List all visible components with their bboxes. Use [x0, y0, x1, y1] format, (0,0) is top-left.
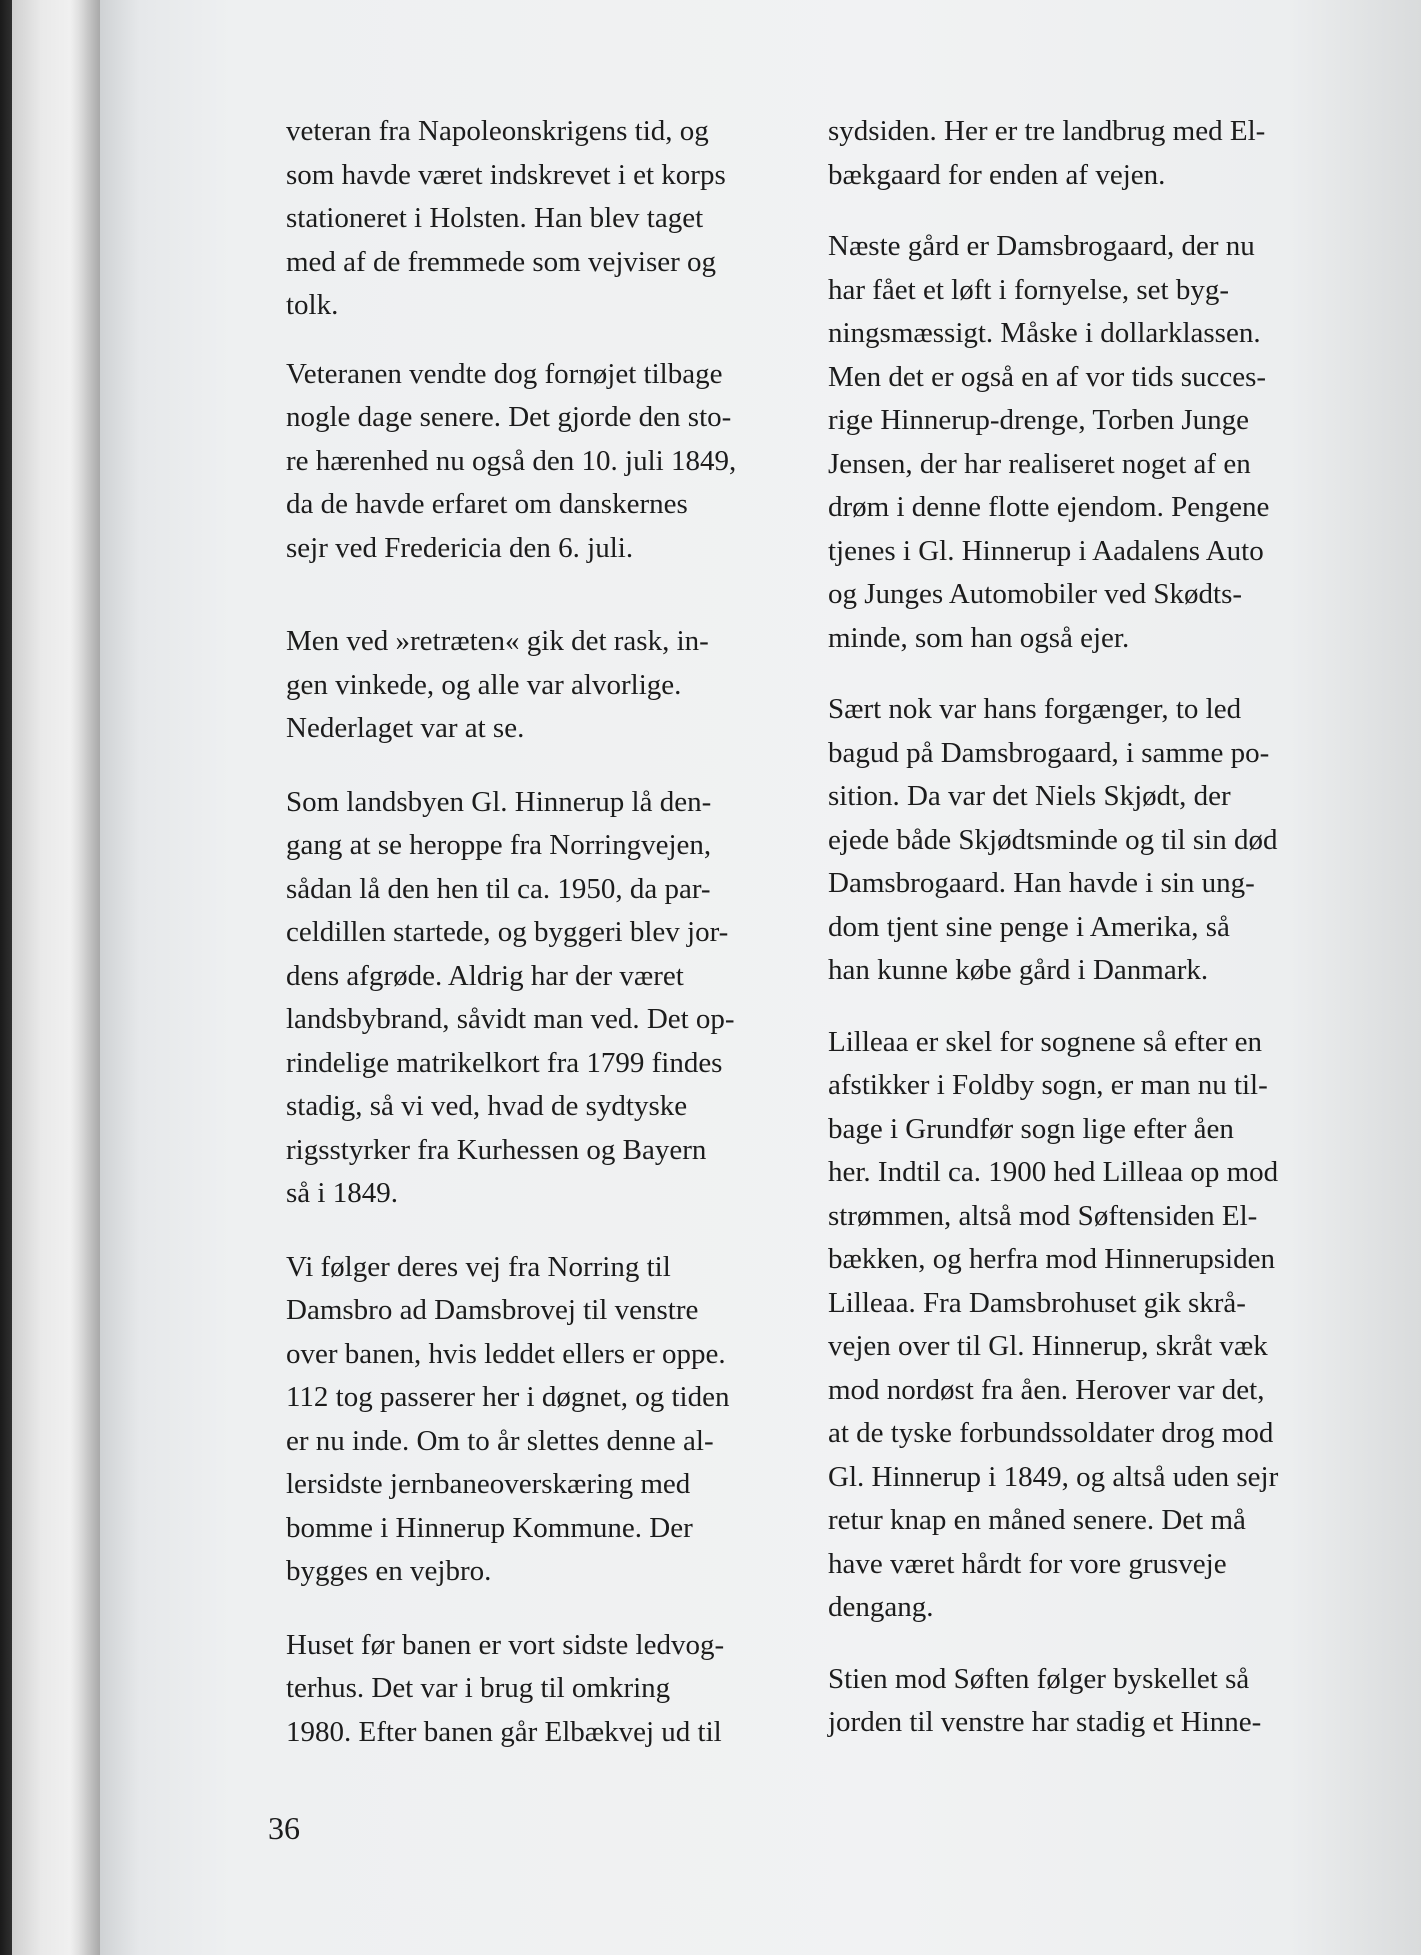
paragraph: Lilleaa er skel for sognene så efter en afstikker i Foldby sogn, er man nu til- bage i Grundfør sogn lige efter åen her. Indtil ca. 1900 hed Lilleaa op mod strømmen, altså mod Søftensiden El- bækken, og herfra mod Hinnerupsiden Lilleaa. Fra Damsbrohuset gik skrå- vejen over til Gl. Hinnerup, skråt væk mod nordøst fra åen. Herover var det, at de tyske forbundssoldater drog mod Gl. Hinnerup i 1849, og altså uden sejr retur knap en måned senere. Det må have været hårdt for vore grusveje dengang.: [828, 1025, 1279, 1623]
paragraph: Som landsbyen Gl. Hinnerup lå den- gang at se heroppe fra Norringvejen, sådan lå den hen til ca. 1950, da par- celdillen startede, og byggeri blev jor- dens afgrøde. Aldrig har der været landsbybrand, såvidt man ved. Det op- rindelige matrikelkort fra 1799 findes stadig, så vi ved, hvad de sydtyske rigsstyrker fra Kurhessen og Bayern så i 1849.: [286, 785, 735, 1209]
left-text-column: [286, 110, 806, 1779]
paragraph: sydsiden. Her er tre landbrug med El- bækgaard for enden af vejen.: [828, 115, 1266, 191]
paragraph: Næste gård er Damsbrogaard, der nu har fået et løft i fornyelse, set byg- ningsmæssigt. Måske i dollarklassen. Men det er også en af vor tids succes- rige Hinnerup-drenge, Torben Junge Jensen, der har realiseret noget af en drøm i denne flotte ejendom. Pengene tjenes i Gl. Hinnerup i Aadalens Auto og Junges Automobiler ved Skødts- minde, som han også ejer.: [828, 230, 1270, 654]
paragraph: Stien mod Søften følger byskellet så jorden til venstre har stadig et Hinne-: [828, 1662, 1262, 1738]
paragraph: veteran fra Napoleonskrigens tid, og som havde været indskrevet i et korps stationeret i Holsten. Han blev taget med af de fremmede som vejviser og tolk.: [286, 115, 726, 321]
page-number: 36: [268, 1810, 300, 1846]
book-page: [100, 0, 1421, 1955]
page-shadow: [70, 0, 100, 1955]
paragraph: Sært nok var hans forgænger, to led bagud på Damsbrogaard, i samme po- sition. Da var det Niels Skjødt, der ejede både Skjødtsminde og til sin død Damsbrogaard. Han havde i sin ung- dom tjent sine penge i Amerika, så han kunne købe gård i Danmark.: [828, 693, 1278, 986]
right-text-column: [828, 110, 1421, 1770]
paragraph: Men ved »retræten« gik det rask, in- gen vinkede, og alle var alvorlige. Nederlaget var at se.: [286, 625, 709, 744]
paragraph: Veteranen vendte dog fornøjet tilbage nogle dage senere. Det gjorde den sto- re hærenhed nu også den 10. juli 1849, da de havde erfaret om danskernes sejr ved Fredericia den 6. juli.: [286, 357, 737, 564]
paragraph: Huset før banen er vort sidste ledvog- terhus. Det var i brug til omkring 1980. Efter banen går Elbækvej ud til: [286, 1628, 725, 1748]
paragraph: Vi følger deres vej fra Norring til Damsbro ad Damsbrovej til venstre over banen, hvis leddet ellers er oppe. 112 tog passerer her i døgnet, og tiden er nu inde. Om to år slettes denne al- lersidste jernbaneoverskæring med bomme i Hinnerup Kommune. Der bygges en vejbro.: [286, 1250, 730, 1587]
